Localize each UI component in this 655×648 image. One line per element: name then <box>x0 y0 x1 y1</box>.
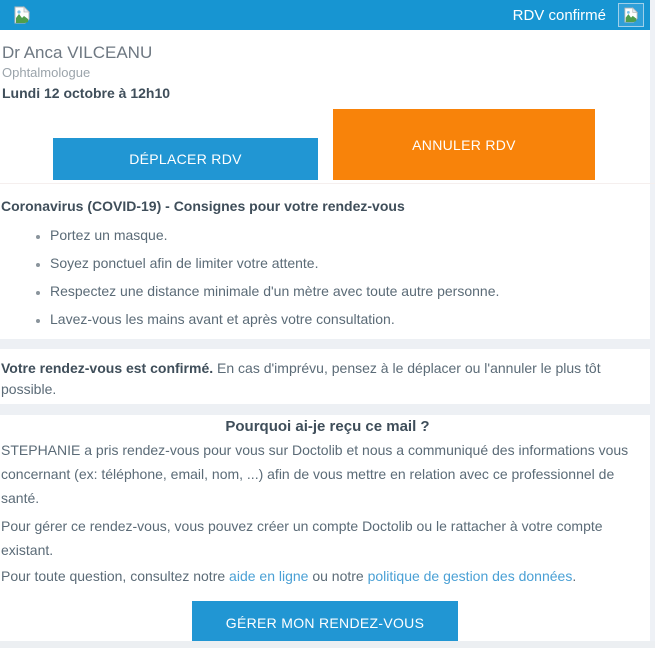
header-status-title: RDV confirmé <box>512 6 606 24</box>
covid-guidelines-section <box>0 198 655 328</box>
question-text-after: . <box>572 568 577 584</box>
manage-appointment-button[interactable]: GÉRER MON RENDEZ-VOUS <box>192 601 458 645</box>
confirmation-paragraph <box>1 358 621 400</box>
email-header <box>0 0 650 30</box>
move-appointment-button[interactable]: DÉPLACER RDV <box>53 138 318 180</box>
footer-band <box>0 641 655 648</box>
why-mail-paragraph-3 <box>1 566 649 586</box>
covid-list-item: • Soyez ponctuel afin de limiter votre attente. <box>50 255 655 272</box>
why-mail-heading: Pourquoi ai-je reçu ce mail ? <box>225 418 430 435</box>
data-policy-link[interactable]: politique de gestion des données <box>367 568 573 584</box>
why-mail-paragraph-1: STEPHANIE a pris rendez-vous pour vous sur Doctolib et nous a communiqué des informations vous concernant (ex: téléphone, email, nom, ...) afin de vous mettre en relation avec ce professionnel de santé. <box>1 442 629 506</box>
broken-image-icon <box>618 3 644 27</box>
broken-image-icon <box>14 6 30 24</box>
covid-guidelines-heading: Coronavirus (COVID-19) - Consignes pour votre rendez-vous <box>1 198 405 214</box>
manage-button-row <box>0 601 650 645</box>
covid-list-item: • Portez un masque. <box>50 227 655 244</box>
doctor-name: Dr Anca VILCEANU <box>2 43 153 62</box>
covid-guidelines-list <box>0 227 655 328</box>
page-background-strip <box>650 0 655 648</box>
question-text-before: Pour toute question, consultez notre <box>1 568 230 584</box>
online-help-link[interactable]: aide en ligne <box>229 568 309 584</box>
cancel-appointment-button[interactable]: ANNULER RDV <box>333 109 595 180</box>
section-divider <box>0 339 650 349</box>
confirmation-rest-text: En cas d'imprévu, pensez à le déplacer ou l'annuler le plus tôt possible. <box>1 360 601 397</box>
appointment-datetime: Lundi 12 octobre à 12h10 <box>2 85 171 101</box>
doctor-specialty: Ophtalmologue <box>2 65 91 80</box>
why-mail-paragraph-2: Pour gérer ce rendez-vous, vous pouvez créer un compte Doctolib ou le rattacher à votre compte existant. <box>1 518 603 558</box>
covid-list-item: • Lavez-vous les mains avant et après votre consultation. <box>50 311 655 328</box>
appointment-actions <box>0 102 655 184</box>
appointment-info <box>0 30 655 102</box>
covid-list-item: • Respectez une distance minimale d'un mètre avec toute autre personne. <box>50 283 655 300</box>
question-text-mid: ou notre <box>308 568 368 584</box>
section-divider <box>0 404 650 415</box>
confirmation-bold-text: Votre rendez-vous est confirmé. <box>1 360 214 376</box>
